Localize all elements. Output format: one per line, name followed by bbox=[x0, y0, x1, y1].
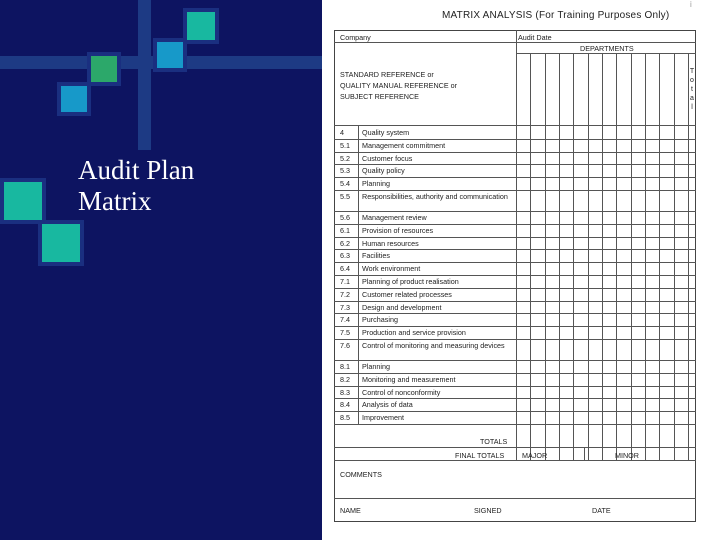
row-text: Production and service provision bbox=[362, 328, 466, 338]
row-text: Work environment bbox=[362, 264, 421, 274]
row-text: Monitoring and measurement bbox=[362, 374, 456, 384]
grid-line bbox=[334, 460, 696, 461]
grid-line bbox=[516, 53, 696, 54]
row-text: Customer related processes bbox=[362, 289, 452, 299]
row-text: Control of nonconformity bbox=[362, 387, 441, 397]
grid-line bbox=[334, 398, 696, 399]
grid-line bbox=[334, 360, 696, 361]
corner-mark: i bbox=[690, 0, 692, 9]
slide-background bbox=[0, 0, 322, 540]
row-code: 5.2 bbox=[340, 153, 350, 163]
row-code: 7.3 bbox=[340, 302, 350, 312]
departments-label: DEPARTMENTS bbox=[580, 44, 634, 53]
row-text: Planning bbox=[362, 362, 390, 371]
company-label: Company bbox=[340, 33, 371, 42]
row-text: Quality system bbox=[362, 128, 410, 137]
grid-line bbox=[584, 447, 585, 460]
name-label: NAME bbox=[340, 506, 361, 515]
signed-label: SIGNED bbox=[474, 506, 502, 515]
row-code: 7.5 bbox=[340, 328, 350, 338]
total-letter: t bbox=[691, 86, 693, 93]
grid-line bbox=[334, 313, 696, 314]
decorative-bar-vertical bbox=[138, 0, 151, 150]
row-code: 5.1 bbox=[340, 140, 350, 150]
row-text: Provision of resources bbox=[362, 225, 434, 235]
date-label: DATE bbox=[592, 506, 611, 515]
decorative-square bbox=[183, 8, 219, 44]
row-code: 8.3 bbox=[340, 387, 350, 397]
row-text: Planning of product realisation bbox=[362, 277, 459, 286]
grid-line bbox=[334, 164, 696, 165]
grid-line bbox=[334, 262, 696, 263]
grid-line bbox=[334, 498, 696, 499]
grid-line bbox=[334, 447, 696, 448]
row-text: Responsibilities, authority and communication bbox=[362, 192, 508, 201]
row-code: 7.6 bbox=[340, 341, 350, 350]
row-code: 7.1 bbox=[340, 277, 350, 286]
row-text: Human resources bbox=[362, 238, 419, 248]
row-text: Customer focus bbox=[362, 153, 413, 163]
grid-line bbox=[334, 424, 696, 425]
grid-line bbox=[334, 249, 696, 250]
grid-line bbox=[516, 30, 517, 460]
grid-line bbox=[334, 326, 696, 327]
total-letter: o bbox=[690, 77, 694, 84]
reference-line: QUALITY MANUAL REFERENCE or bbox=[340, 81, 458, 90]
row-code: 6.1 bbox=[340, 225, 350, 235]
total-letter: l bbox=[691, 104, 693, 111]
row-text: Improvement bbox=[362, 413, 404, 423]
total-letter: T bbox=[689, 68, 695, 75]
row-text: Control of monitoring and measuring devices bbox=[362, 341, 505, 350]
grid-line bbox=[334, 190, 696, 191]
audit-date-label: Audit Date bbox=[518, 33, 552, 42]
decorative-square bbox=[87, 52, 121, 86]
row-code: 5.4 bbox=[340, 179, 350, 189]
row-text: Facilities bbox=[362, 251, 390, 261]
row-text: Management review bbox=[362, 213, 427, 222]
row-text: Analysis of data bbox=[362, 400, 413, 410]
grid-line bbox=[358, 125, 359, 424]
grid-line bbox=[334, 177, 696, 178]
row-text: Purchasing bbox=[362, 315, 398, 325]
row-code: 7.2 bbox=[340, 289, 350, 299]
major-label: MAJOR bbox=[522, 451, 548, 460]
row-code: 5.5 bbox=[340, 192, 350, 201]
row-code: 5.3 bbox=[340, 166, 350, 176]
slide-title-line: Audit Plan bbox=[78, 155, 195, 185]
total-letter: a bbox=[690, 95, 694, 102]
reference-line: SUBJECT REFERENCE bbox=[340, 92, 419, 101]
row-text: Planning bbox=[362, 179, 390, 189]
grid-line bbox=[334, 411, 696, 412]
row-code: 8.2 bbox=[340, 374, 350, 384]
reference-line: STANDARD REFERENCE or bbox=[340, 70, 434, 79]
totals-label: TOTALS bbox=[480, 437, 508, 446]
grid-line bbox=[334, 339, 696, 340]
row-code: 8.5 bbox=[340, 413, 350, 423]
row-text: Management commitment bbox=[362, 140, 446, 150]
form-frame bbox=[334, 30, 696, 522]
decorative-square bbox=[57, 82, 91, 116]
form-title: MATRIX ANALYSIS (For Training Purposes Only) bbox=[442, 10, 670, 21]
final-totals-label: FINAL TOTALS bbox=[455, 451, 505, 460]
grid-line bbox=[334, 275, 696, 276]
minor-label: MINOR bbox=[615, 451, 639, 460]
row-code: 6.3 bbox=[340, 251, 350, 261]
decorative-square bbox=[153, 38, 187, 72]
grid-line bbox=[334, 211, 696, 212]
slide-title bbox=[78, 155, 194, 217]
decorative-square bbox=[38, 220, 84, 266]
row-code: 6.2 bbox=[340, 238, 350, 248]
grid-line bbox=[334, 42, 696, 43]
grid-line bbox=[334, 125, 696, 126]
row-code: 5.6 bbox=[340, 213, 350, 222]
slide-title-line: Matrix bbox=[78, 186, 152, 216]
row-code: 6.4 bbox=[340, 264, 350, 274]
row-text: Quality policy bbox=[362, 166, 405, 176]
decorative-square bbox=[0, 178, 46, 224]
matrix-form bbox=[322, 0, 720, 540]
row-code: 8.4 bbox=[340, 400, 350, 410]
row-code: 8.1 bbox=[340, 362, 350, 371]
row-text: Design and development bbox=[362, 302, 442, 312]
row-code: 7.4 bbox=[340, 315, 350, 325]
row-code: 4 bbox=[340, 128, 344, 137]
comments-label: COMMENTS bbox=[340, 470, 382, 479]
